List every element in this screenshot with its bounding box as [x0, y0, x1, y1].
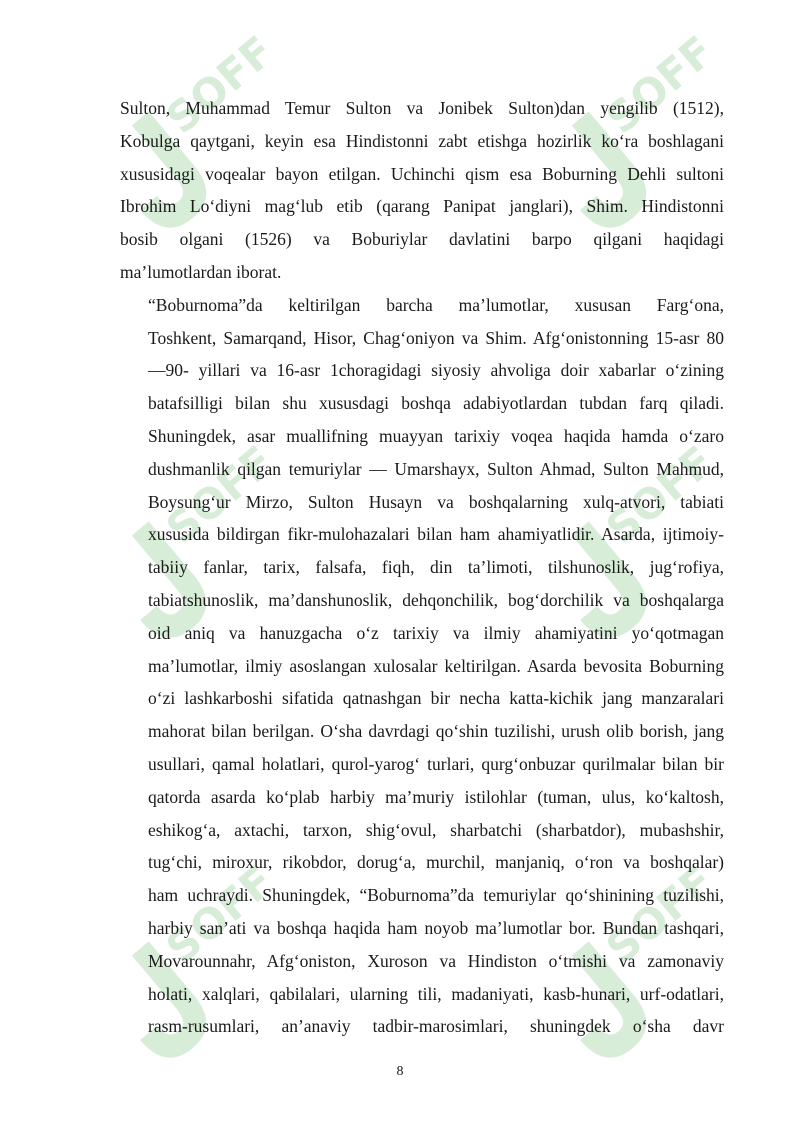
text-line: xususida bildirgan fikr-mulohazalari bilan ham ahamiyatlidir. Asarda, ijtimoiy-: [148, 524, 724, 545]
text-line: Shuningdek, asar muallifning muayyan tarixiy voqea haqida hamda o‘zaro: [148, 425, 724, 446]
text-line: Ibrohim Lo‘diyni mag‘lub etib (qarang Panipat janglari), Shim. Hindistonni: [120, 196, 724, 217]
text-line: Kobulga qaytgani, keyin esa Hindistonni zabt etishga hozirlik ko‘ra boshlagani: [120, 130, 724, 151]
svg-text:SOFF: SOFF: [156, 26, 283, 144]
svg-text:SOFF: SOFF: [156, 436, 283, 554]
paragraph-2: [120, 289, 724, 1043]
text-line: usullari, qamal holatlari, qurol-yarog‘ turlari, qurg‘onbuzar qurilmalar bilan bir: [148, 753, 724, 774]
text-line: tug‘chi, miroxur, rikobdor, dorug‘a, murchil, manjaniq, o‘ron va boshqalar): [148, 852, 724, 873]
text-line: tabiatshunoslik, ma’danshunoslik, dehqonchilik, bog‘dorchilik va boshqalarga: [148, 589, 724, 610]
text-line: mahorat bilan berilgan. O‘sha davrdagi qo‘shin tuzilishi, urush olib borish, jang: [148, 721, 724, 742]
text-line: xususidagi voqealar bayon etilgan. Uchinchi qism esa Boburning Dehli sultoni: [120, 163, 724, 184]
text-line: ham uchraydi. Shuningdek, “Boburnoma”da temuriylar qo‘shinining tuzilishi,: [148, 885, 724, 906]
svg-text:SOFF: SOFF: [596, 436, 723, 554]
text-line: eshikog‘a, axtachi, tarxon, shig‘ovul, sharbatchi (sharbatdor), mubashshir,: [148, 819, 724, 840]
text-line: oid aniq va hanuzgacha o‘z tarixiy va ilmiy ahamiyatini yo‘qotmagan: [148, 622, 724, 643]
text-line: tabiiy fanlar, tarix, falsafa, fiqh, din ta’limoti, tilshunoslik, jug‘rofiya,: [148, 557, 724, 578]
text-line: Sulton, Muhammad Temur Sulton va Jonibek Sulton)dan yengilib (1512),: [120, 98, 724, 118]
svg-text:SOFF: SOFF: [156, 856, 283, 974]
text-line: qatorda asarda ko‘plab harbiy ma’muriy istilohlar (tuman, ulus, ko‘kaltosh,: [148, 786, 724, 807]
svg-text:SOFF: SOFF: [596, 856, 723, 974]
text-line: Boysung‘ur Mirzo, Sulton Husayn va boshqalarning xulq-atvori, tabiati: [148, 491, 724, 512]
text-line: rasm-rusumlari, an’anaviy tadbir-marosimlari, shuningdek o‘sha davr: [148, 1016, 724, 1037]
text-line: “Boburnoma”da keltirilgan barcha ma’lumotlar, xususan Farg‘ona,: [148, 294, 724, 315]
text-line: harbiy san’ati va boshqa haqida ham noyob ma’lumotlar bor. Bundan tashqari,: [148, 917, 724, 938]
text-line: Toshkent, Samarqand, Hisor, Chag‘oniyon va Shim. Afg‘onistonning 15-asr 80: [148, 327, 724, 348]
page-number: 8: [396, 1064, 404, 1079]
text-line: bosib olgani (1526) va Boburiylar davlatini barpo qilgani haqidagi: [120, 229, 724, 250]
text-line: o‘zi lashkarboshi sifatida qatnashgan bir necha katta-kichik jang manzaralari: [148, 688, 724, 709]
svg-text:SOFF: SOFF: [596, 26, 723, 144]
text-line: ma’lumotlardan iborat.: [120, 261, 282, 282]
text-line: holati, xalqlari, qabilalari, ularning tili, madaniyati, kasb-hunari, urf-odatlari,: [148, 983, 724, 1004]
text-line: Movarounnahr, Afg‘oniston, Xuroson va Hindiston o‘tmishi va zamonaviy: [148, 950, 724, 971]
paragraph-1: [120, 92, 724, 289]
text-line: —90- yillari va 16-asr 1choragidagi siyosiy ahvoliga doir xabarlar o‘zining: [148, 360, 724, 381]
text-line: ma’lumotlar, ilmiy asoslangan xulosalar keltirilgan. Asarda bevosita Boburning: [148, 655, 724, 676]
text-line: dushmanlik qilgan temuriylar — Umarshayx, Sulton Ahmad, Sulton Mahmud,: [148, 458, 724, 479]
text-line: batafsilligi bilan shu xususdagi boshqa adabiyotlardan tubdan farq qiladi.: [148, 393, 724, 414]
page-body: [120, 92, 724, 1043]
